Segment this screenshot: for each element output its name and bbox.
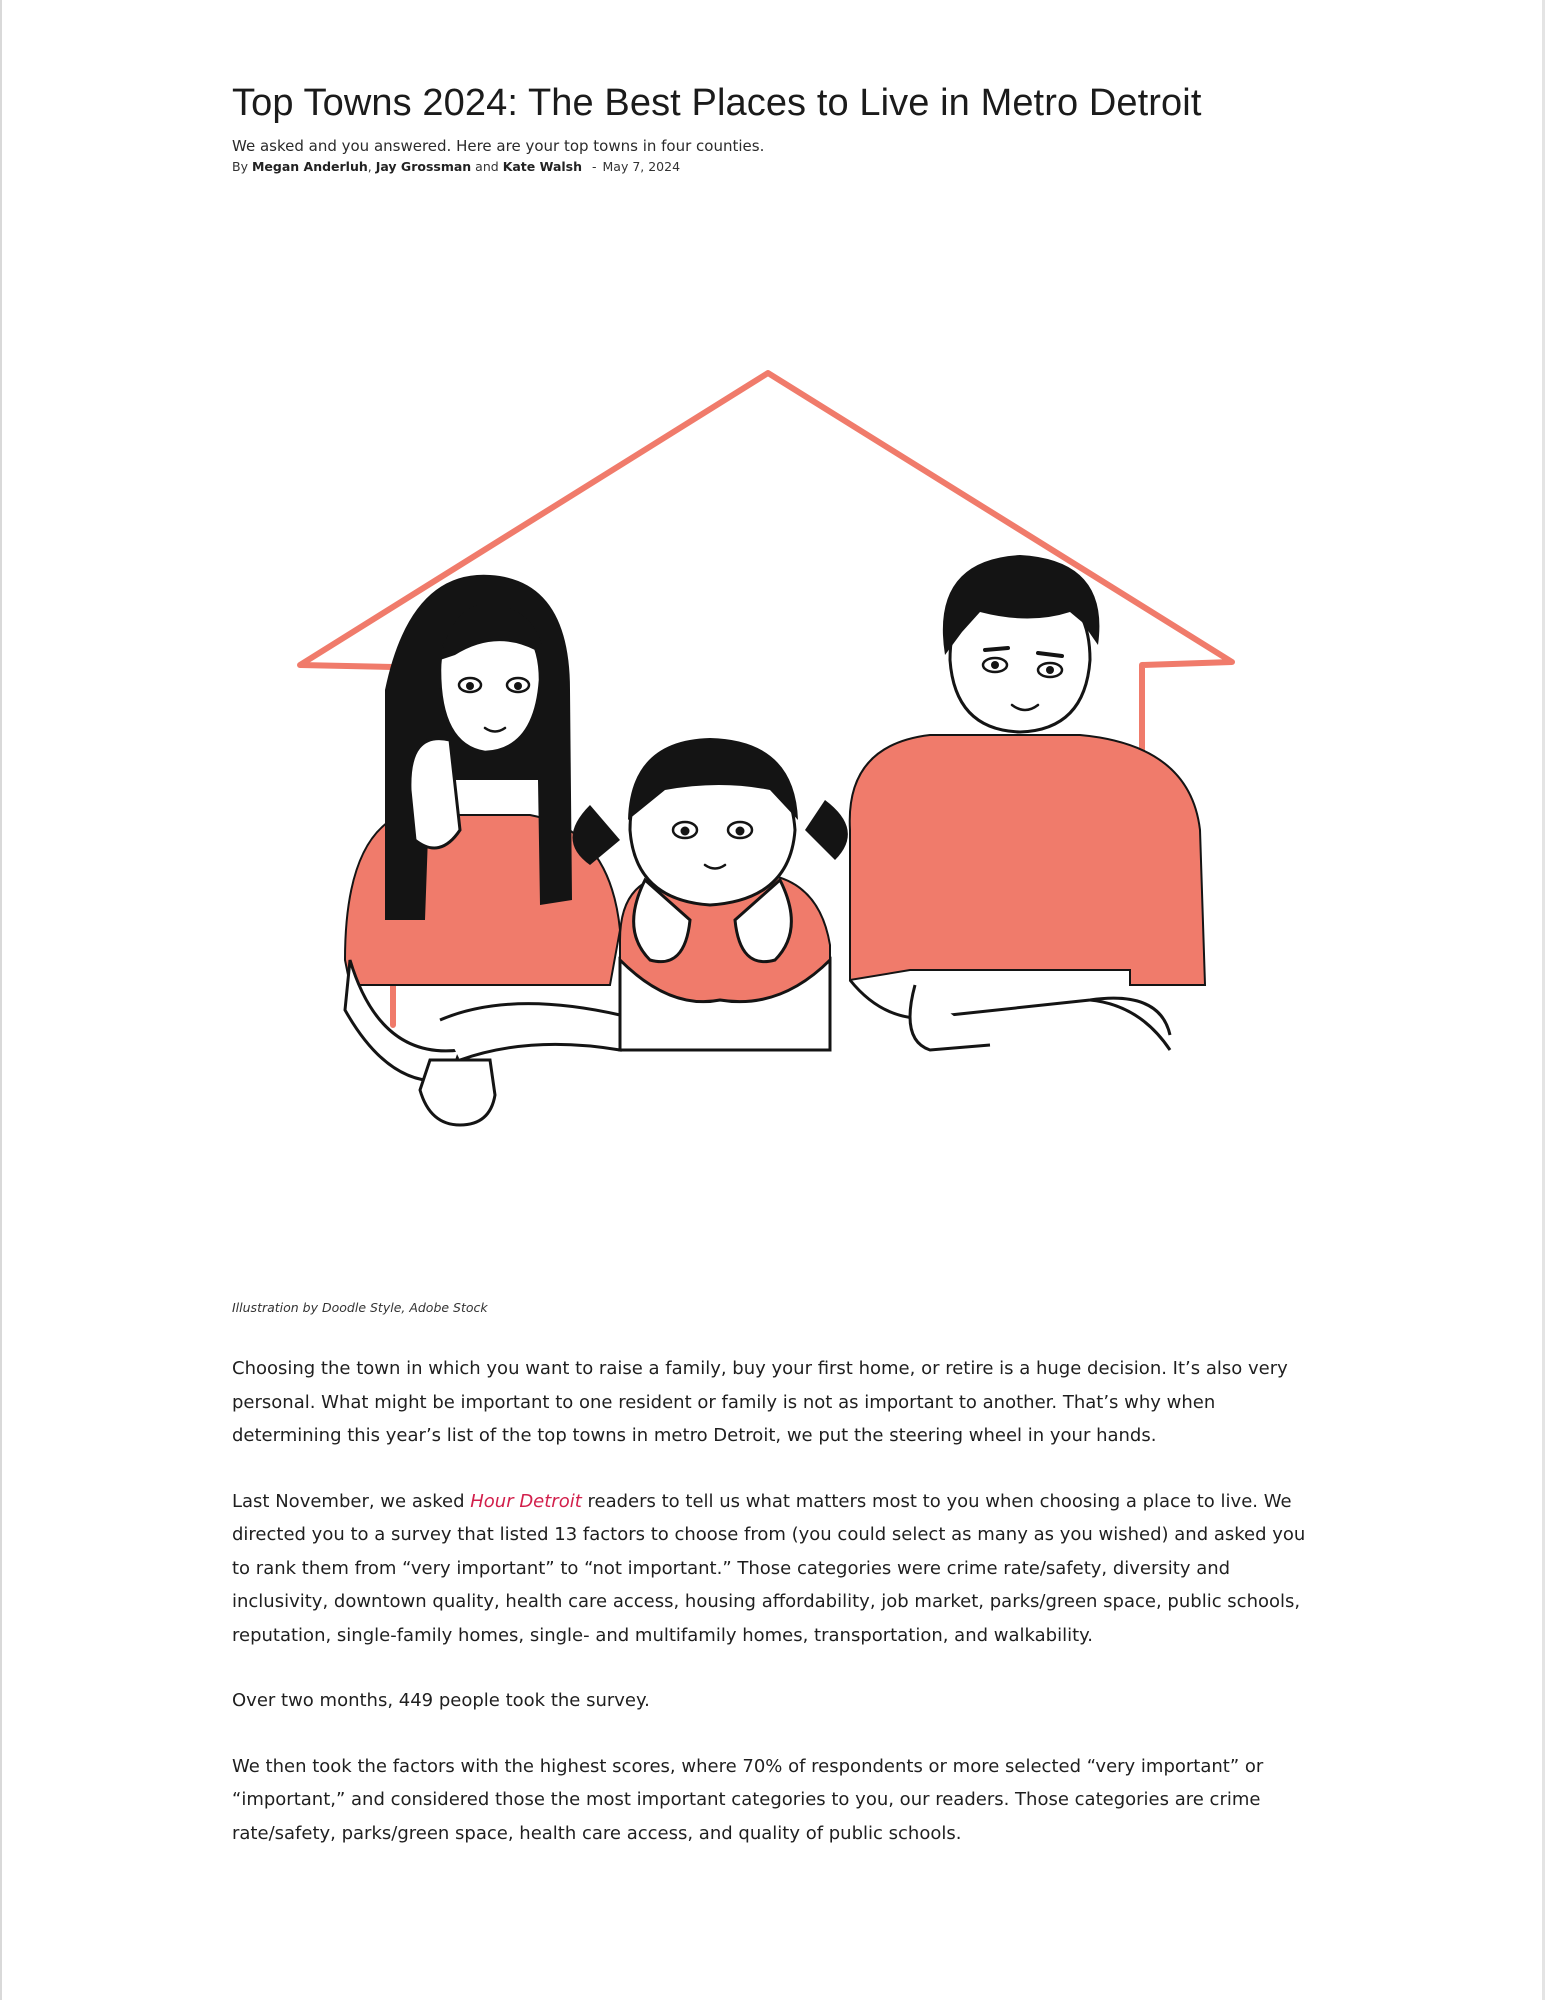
publication-link[interactable]: Hour Detroit [470,1490,582,1512]
paragraph-2-rest: readers to tell us what matters most to you when choosing a place to live. We directed you to a survey that listed 13 factors to choose from (you could select as many as you wished) and asked you to rank them from “very important” to “not important.” Those categories were crime rate/safety, diversity and inclusivity, downtown quality, health care access, housing affordability, job market, parks/green space, public schools, reputation, single-family homes, single- and multifamily homes, transportation, and walkability. [232,1490,1306,1646]
paragraph-2 [232,1485,1312,1653]
paragraph-1: Choosing the town in which you want to raise a family, buy your first home, or retire is a huge decision. It’s also very personal. What might be important to one resident or family is not as important to another. That’s why when determining this year’s list of the top towns in metro Detroit, we put the steering wheel in your hands. [232,1358,1288,1446]
article-body [232,1352,1312,1882]
father-figure [850,555,1205,1050]
article-header [232,80,1312,176]
byline-separator: - [592,159,597,174]
byline [232,158,1312,176]
image-credit: Illustration by Doodle Style, Adobe Stock [232,1300,488,1315]
author-link-3[interactable]: Kate Walsh [502,159,583,174]
publish-date: May 7, 2024 [602,159,681,174]
paragraph-3: Over two months, 449 people took the survey. [232,1690,650,1711]
author-link-2[interactable]: Jay Grossman [375,159,472,174]
paragraph-2-lead: Last November, we asked [232,1490,471,1512]
article-title: Top Towns 2024: The Best Places to Live in Metro Detroit [232,82,1202,124]
byline-prefix: By [232,159,248,174]
paragraph-4: We then took the factors with the highest scores, where 70% of respondents or more selected “very important” or “important,” and considered those the most important categories to you, our readers. Those categories are crime rate/safety, parks/green space, health care access, and quality of public schools. [232,1755,1264,1844]
author-link-1[interactable]: Megan Anderluh [251,159,368,174]
byline-and: and [475,159,499,174]
family-house-illustration [290,360,1250,1140]
byline-comma: , [367,159,372,174]
article-dek: We asked and you answered. Here are your top towns in four counties. [232,137,765,155]
scan-edge-left [0,0,2,2000]
